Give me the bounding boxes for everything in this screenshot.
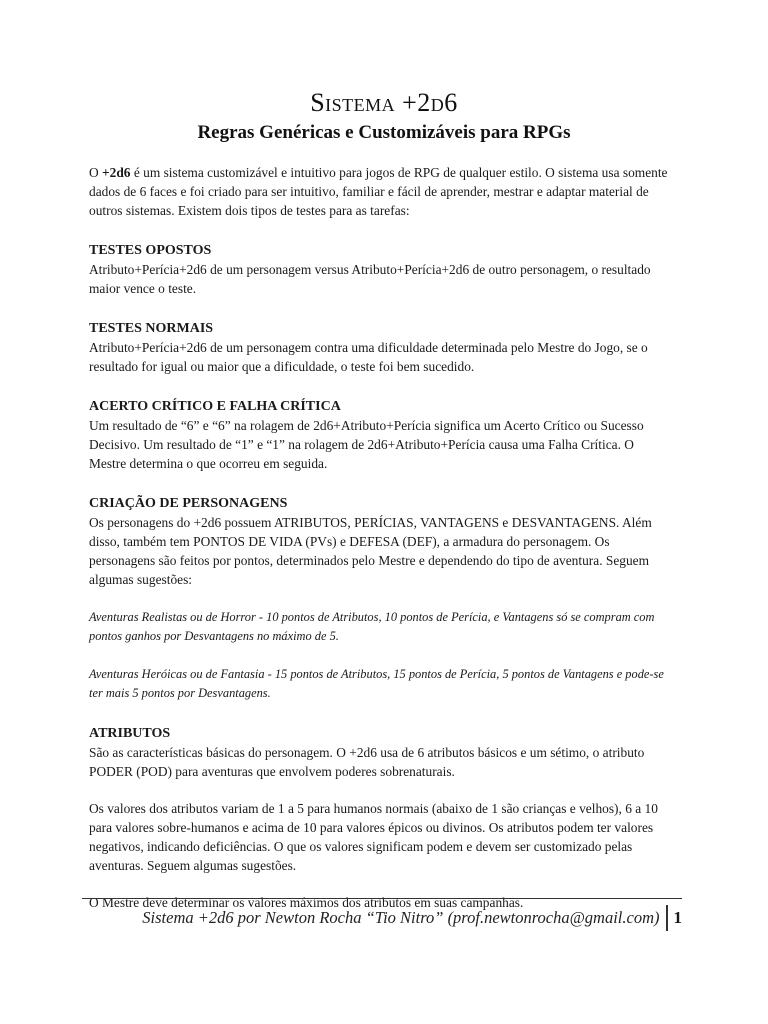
atributos-paragraph-1: São as características básicas do personagem. O +2d6 usa de 6 atributos básicos e um sétimo, o atributo PODER (POD) para aventuras que envolvem poderes sobrenaturais. bbox=[89, 745, 645, 779]
footer-separator bbox=[666, 905, 668, 931]
note-aventuras-realistas: Aventuras Realistas ou de Horror - 10 pontos de Atributos, 10 pontos de Perícia, e Vantagens só se compram com pontos ganhos por Desvantagens no máximo de 5. bbox=[89, 610, 655, 643]
atributos-paragraph-2: Os valores dos atributos variam de 1 a 5 para humanos normais (abaixo de 1 são crianças e velhos), 6 a 10 para valores sobre-humanos e acima de 10 para valores épicos ou divinos. Os atributos podem ter valores negativos, indicando deficiências. O que os valores significam podem e devem ser customizado pelas aventuras. Seguem algumas sugestões. bbox=[89, 801, 658, 873]
footer-divider bbox=[82, 898, 682, 899]
section-body-testes-normais: Atributo+Perícia+2d6 de um personagem contra uma dificuldade determinada pelo Mestre do Jogo, se o resultado for igual ou maior que a dificuldade, o teste foi bem sucedido. bbox=[89, 340, 648, 374]
section-body-testes-opostos: Atributo+Perícia+2d6 de um personagem versus Atributo+Perícia+2d6 de outro personagem, o resultado maior vence o teste. bbox=[89, 262, 651, 296]
intro-prefix: O bbox=[89, 165, 103, 180]
section-heading-testes-normais: TESTES NORMAIS bbox=[89, 321, 214, 336]
intro-brand: +2d6 bbox=[102, 165, 131, 180]
atributos-paragraph-3: O Mestre deve determinar os valores máximos dos atributos em suas campanhas. bbox=[89, 895, 524, 910]
page-footer bbox=[82, 905, 682, 931]
document-subtitle: Regras Genéricas e Customizáveis para RPGs bbox=[197, 122, 571, 143]
section-heading-criacao-personagens: CRIAÇÃO DE PERSONAGENS bbox=[89, 496, 288, 511]
section-body-criacao-personagens: Os personagens do +2d6 possuem ATRIBUTOS, PERÍCIAS, VANTAGENS e DESVANTAGENS. Além disso, também tem PONTOS DE VIDA (PVs) e DEFESA (DEF), a armadura do personagem. Os personagens são feitos por pontos, determinados pelo Mestre e dependendo do tipo de aventura. Seguem algumas sugestões: bbox=[89, 515, 652, 587]
footer-credit: Sistema +2d6 por Newton Rocha “Tio Nitro” (prof.newtonrocha@gmail.com) bbox=[142, 908, 660, 927]
section-heading-acerto-critico: ACERTO CRÍTICO E FALHA CRÍTICA bbox=[89, 399, 341, 414]
section-heading-testes-opostos: TESTES OPOSTOS bbox=[89, 243, 212, 258]
intro-text: é um sistema customizável e intuitivo para jogos de RPG de qualquer estilo. O sistema usa somente dados de 6 faces e foi criado para ser intuitivo, familiar e fácil de aprender, mestrar e adaptar material de outros sistemas. Existem dois tipos de testes para as tarefas: bbox=[89, 165, 668, 218]
document-body bbox=[89, 163, 669, 912]
section-body-acerto-critico: Um resultado de “6” e “6” na rolagem de 2d6+Atributo+Perícia significa um Acerto Crítico ou Sucesso Decisivo. Um resultado de “1” e “1” na rolagem de 2d6+Atributo+Perícia causa uma Falha Crítica. O Mestre determina o que ocorreu em seguida. bbox=[89, 418, 644, 471]
intro-paragraph bbox=[89, 163, 669, 220]
section-heading-atributos: ATRIBUTOS bbox=[89, 726, 171, 741]
page-number: 1 bbox=[673, 908, 682, 927]
document-title: Sistema +2d6 bbox=[310, 88, 458, 117]
note-aventuras-heroicas: Aventuras Heróicas ou de Fantasia - 15 pontos de Atributos, 15 pontos de Perícia, 5 pontos de Vantagens e pode-se ter mais 5 pontos por Desvantagens. bbox=[89, 667, 664, 700]
